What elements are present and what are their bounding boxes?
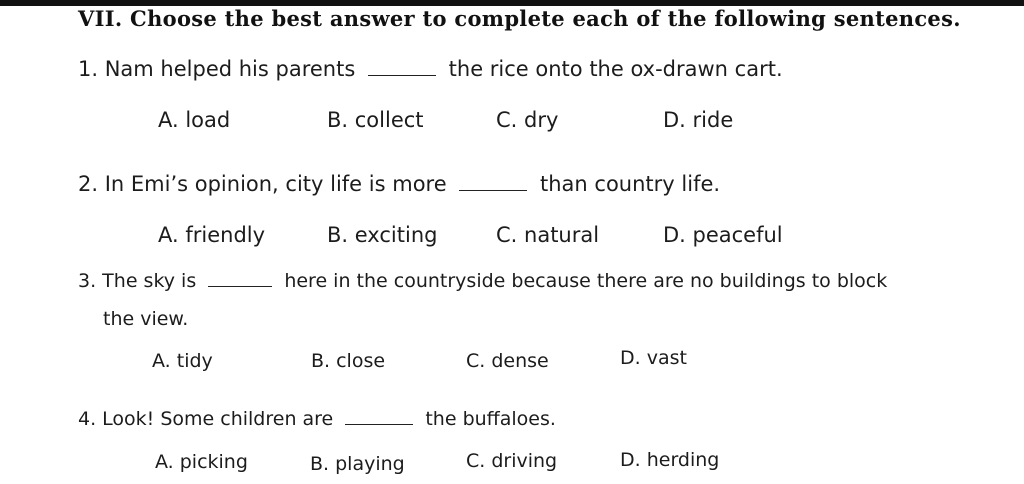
question-2-option-c: C. natural xyxy=(496,223,600,247)
question-1-option-a: A. load xyxy=(158,108,231,132)
question-4-option-d: D. herding xyxy=(620,449,720,471)
question-3-before: 3. The sky is xyxy=(78,270,197,292)
question-2-before: 2. In Emi’s opinion, city life is more xyxy=(78,172,447,196)
question-3-option-a: A. tidy xyxy=(152,350,213,372)
question-1-option-d: D. ride xyxy=(663,108,734,132)
question-2-blank xyxy=(459,189,527,191)
question-3-blank xyxy=(208,285,272,287)
question-3-option-c: C. dense xyxy=(466,350,549,372)
question-1-blank xyxy=(368,74,436,76)
question-2 xyxy=(78,172,720,196)
question-2-option-d: D. peaceful xyxy=(663,223,783,247)
question-2-option-b: B. exciting xyxy=(327,223,438,247)
question-1-before: 1. Nam helped his parents xyxy=(78,57,356,81)
question-4-after: the buffaloes. xyxy=(425,408,556,430)
question-1-after: the rice onto the ox-drawn cart. xyxy=(448,57,783,81)
question-1-option-b: B. collect xyxy=(327,108,424,132)
question-3-option-b: B. close xyxy=(311,350,386,372)
question-3-option-d: D. vast xyxy=(620,347,687,369)
question-4 xyxy=(78,408,556,430)
question-2-option-a: A. friendly xyxy=(158,223,266,247)
question-4-option-c: C. driving xyxy=(466,450,558,472)
question-3 xyxy=(78,270,887,292)
question-3-after: here in the countryside because there are no buildings to block xyxy=(284,270,888,292)
question-4-option-b: B. playing xyxy=(310,453,405,475)
question-1-option-c: C. dry xyxy=(496,108,559,132)
exercise-heading: VII. Choose the best answer to complete each of the following sentences. xyxy=(78,6,961,31)
question-4-option-a: A. picking xyxy=(155,451,248,473)
question-4-blank xyxy=(345,423,413,425)
question-1 xyxy=(78,57,783,81)
question-4-before: 4. Look! Some children are xyxy=(78,408,334,430)
question-2-after: than country life. xyxy=(540,172,721,196)
question-3-continuation: the view. xyxy=(103,308,189,330)
